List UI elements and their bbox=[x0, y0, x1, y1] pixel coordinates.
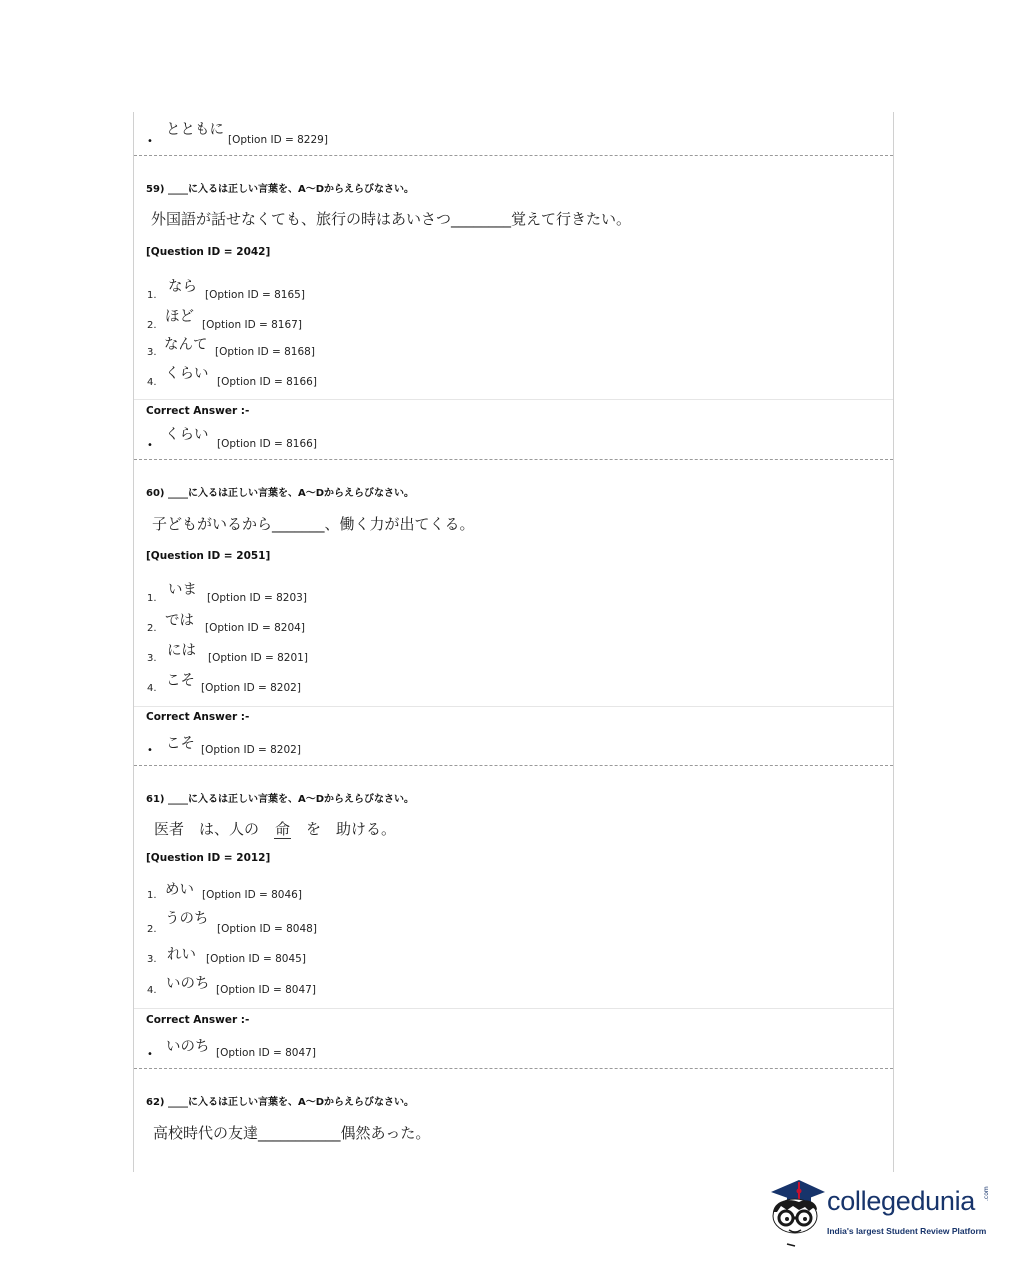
sentence-after: を 助ける。 bbox=[291, 820, 397, 838]
option-id: [Option ID = 8204] bbox=[205, 622, 305, 634]
question-sentence bbox=[154, 818, 396, 839]
bullet: • bbox=[147, 136, 153, 147]
divider bbox=[134, 1068, 893, 1069]
option-text[interactable]: こそ bbox=[166, 673, 195, 689]
option-id: [Option ID = 8046] bbox=[202, 889, 302, 901]
option-id: [Option ID = 8201] bbox=[208, 652, 308, 664]
option-number: 2. bbox=[147, 924, 157, 935]
question-paper-frame bbox=[133, 112, 894, 1172]
option-text[interactable]: れい bbox=[167, 947, 196, 963]
option-text[interactable]: くらい bbox=[165, 366, 209, 382]
question-sentence: 外国語が話せなくても、旅行の時はあいさつ________覚えて行きたい。 bbox=[151, 210, 632, 228]
question-header: 62) ____に入るは正しい言葉を、A～Dからえらびなさい。 bbox=[146, 1097, 415, 1108]
sentence-before: 医者 は、人の bbox=[154, 820, 275, 838]
bullet: • bbox=[147, 440, 153, 451]
option-text[interactable]: いのち bbox=[166, 976, 210, 992]
underlined-word: 命 bbox=[275, 820, 291, 838]
option-text[interactable]: いま bbox=[168, 582, 197, 598]
option-id: [Option ID = 8203] bbox=[207, 592, 307, 604]
option-number: 2. bbox=[147, 623, 157, 634]
option-id: [Option ID = 8166] bbox=[217, 376, 317, 388]
option-number: 3. bbox=[147, 954, 157, 965]
divider bbox=[134, 765, 893, 766]
option-number: 2. bbox=[147, 320, 157, 331]
question-id: [Question ID = 2051] bbox=[146, 550, 271, 562]
option-number: 3. bbox=[147, 653, 157, 664]
answer-text: こそ bbox=[166, 736, 195, 752]
option-text[interactable]: では bbox=[165, 613, 194, 629]
option-id: [Option ID = 8202] bbox=[201, 682, 301, 694]
divider bbox=[134, 706, 893, 707]
correct-answer-label: Correct Answer :- bbox=[146, 405, 250, 417]
option-text[interactable]: めい bbox=[165, 882, 194, 898]
option-id: [Option ID = 8165] bbox=[205, 289, 305, 301]
option-id: [Option ID = 8047] bbox=[216, 984, 316, 996]
divider bbox=[134, 459, 893, 460]
bullet: • bbox=[147, 1049, 153, 1060]
answer-text: とともに bbox=[166, 122, 224, 138]
question-id: [Question ID = 2042] bbox=[146, 246, 271, 258]
correct-answer-label: Correct Answer :- bbox=[146, 711, 250, 723]
option-text[interactable]: には bbox=[167, 643, 196, 659]
divider bbox=[134, 1008, 893, 1009]
divider bbox=[134, 399, 893, 400]
option-number: 1. bbox=[147, 290, 157, 301]
divider bbox=[134, 155, 893, 156]
answer-text: くらい bbox=[165, 427, 209, 443]
logo-tagline: India's largest Student Review Platform bbox=[827, 1226, 987, 1236]
mascot-icon bbox=[765, 1178, 827, 1250]
option-id: [Option ID = 8167] bbox=[202, 319, 302, 331]
option-number: 4. bbox=[147, 377, 157, 388]
logo-name: collegedunia bbox=[827, 1186, 976, 1216]
option-text[interactable]: うのち bbox=[165, 911, 209, 927]
option-text[interactable]: なんて bbox=[164, 337, 208, 353]
option-id: [Option ID = 8168] bbox=[215, 346, 315, 358]
option-number: 3. bbox=[147, 347, 157, 358]
question-id: [Question ID = 2012] bbox=[146, 852, 271, 864]
bullet: • bbox=[147, 745, 153, 756]
option-id: [Option ID = 8045] bbox=[206, 953, 306, 965]
option-text[interactable]: ほど bbox=[165, 309, 194, 325]
answer-option-id: [Option ID = 8166] bbox=[217, 438, 317, 450]
question-sentence: 子どもがいるから_______、働く力が出てくる。 bbox=[152, 515, 475, 533]
option-id: [Option ID = 8048] bbox=[217, 923, 317, 935]
option-number: 1. bbox=[147, 593, 157, 604]
question-header: 61) ____に入るは正しい言葉を、A～Dからえらびなさい。 bbox=[146, 794, 415, 805]
logo-suffix: .com bbox=[983, 1186, 990, 1201]
collegedunia-logo bbox=[765, 1178, 993, 1250]
answer-option-id: [Option ID = 8047] bbox=[216, 1047, 316, 1059]
answer-option-id: [Option ID = 8229] bbox=[228, 134, 328, 146]
question-sentence: 高校時代の友達___________偶然あった。 bbox=[153, 1124, 431, 1142]
option-text[interactable]: なら bbox=[168, 279, 197, 295]
answer-text: いのち bbox=[166, 1039, 210, 1055]
question-header: 59) ____に入るは正しい言葉を、A～Dからえらびなさい。 bbox=[146, 184, 415, 195]
option-number: 4. bbox=[147, 985, 157, 996]
answer-option-id: [Option ID = 8202] bbox=[201, 744, 301, 756]
question-header: 60) ____に入るは正しい言葉を、A～Dからえらびなさい。 bbox=[146, 488, 415, 499]
option-number: 4. bbox=[147, 683, 157, 694]
option-number: 1. bbox=[147, 890, 157, 901]
correct-answer-label: Correct Answer :- bbox=[146, 1014, 250, 1026]
